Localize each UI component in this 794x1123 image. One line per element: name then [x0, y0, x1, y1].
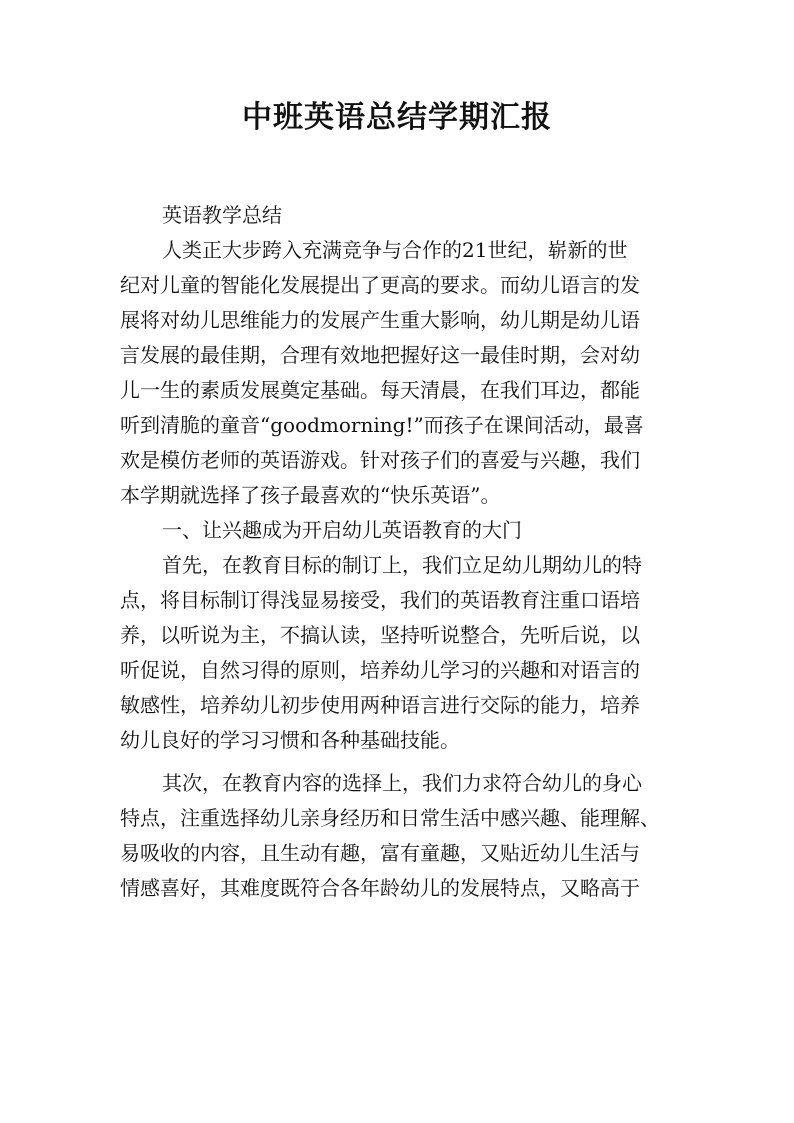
paragraph-line: 养，以听说为主，不搞认读，坚持听说整合，先听后说，以 [120, 623, 640, 647]
paragraph-spacer [120, 758, 672, 766]
paragraph-line: 幼儿良好的学习习惯和各种基础技能。 [120, 728, 460, 752]
paragraph-line: 展将对幼儿思维能力的发展产生重大影响，幼儿期是幼儿语 [120, 308, 640, 332]
paragraph-line: 欢是模仿老师的英语游戏。针对孩子们的喜爱与兴趣，我们 [120, 448, 640, 472]
paragraph-line: 敏感性，培养幼儿初步使用两种语言进行交际的能力，培养 [120, 693, 640, 717]
paragraph-line: 儿一生的素质发展奠定基础。每天清晨，在我们耳边，都能 [120, 378, 640, 402]
paragraph-line: 易吸收的内容，且生动有趣，富有童趣，又贴近幼儿生活与 [120, 841, 640, 865]
paragraph-line: 本学期就选择了孩子最喜欢的“快乐英语”。 [120, 483, 501, 507]
document-title: 中班英语总结学期汇报 [242, 100, 552, 135]
paragraph-line: 言发展的最佳期，合理有效地把握好这一最佳时期，会对幼 [120, 343, 640, 367]
section-heading: 英语教学总结 [162, 203, 282, 227]
paragraph-line: 人类正大步跨入充满竞争与合作的21世纪，崭新的世 [162, 238, 628, 262]
paragraph-line: 情感喜好，其难度既符合各年龄幼儿的发展特点，又略高于 [120, 876, 640, 900]
paragraph-line: 听促说，自然习得的原则，培养幼儿学习的兴趣和对语言的 [120, 658, 640, 682]
paragraph-line: 特点，注重选择幼儿亲身经历和日常生活中感兴趣、能理解、 [120, 806, 660, 830]
paragraph-line: 其次，在教育内容的选择上，我们力求符合幼儿的身心 [162, 771, 642, 795]
section-heading: 一、让兴趣成为开启幼儿英语教育的大门 [162, 518, 522, 542]
paragraph-line: 首先，在教育目标的制订上，我们立足幼儿期幼儿的特 [162, 553, 642, 577]
paragraph-line: 听到清脆的童音“goodmorning!”而孩子在课间活动，最喜 [120, 413, 644, 437]
document-body [120, 198, 672, 906]
paragraph-line: 点，将目标制订得浅显易接受，我们的英语教育注重口语培 [120, 588, 640, 612]
paragraph-line: 纪对儿童的智能化发展提出了更高的要求。而幼儿语言的发 [120, 273, 640, 297]
